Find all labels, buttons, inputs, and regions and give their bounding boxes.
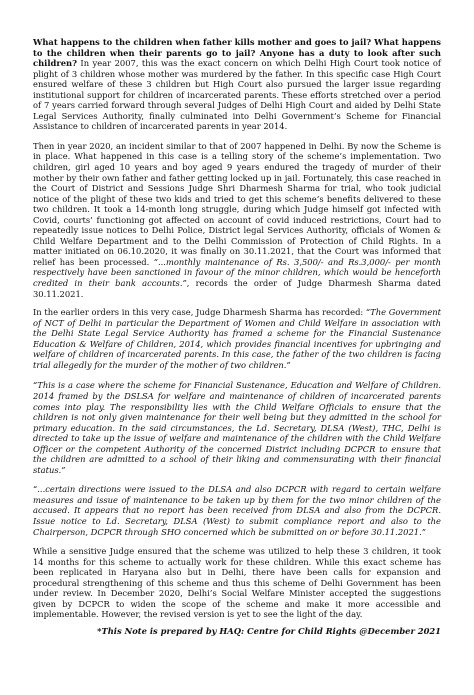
case-text: Then in year 2020, an incident similar to that of 2007 happened in Delhi. By now the Scheme is in place. What happened in this case is a telling story of the scheme’s implementation. Two children, girl aged 10 years and boy aged 9 years endured the tragedy of murder of their mother by their own father and father getting locked up in jail. Fortunately, this case reached in the Court of District and Sessions Judge Shri Dharmesh Sharma for trial, who took judicial notice of the plight of these two kids and tried to get this scheme’s benefits delivered to these two children. It took a 14-month long struggle, during which Judge himself got infected with Covid, courts’ functioning got affected on account of covid induced restrictions, Court had to repeatedly issue notices to Delhi Police, District legal Services Authority, officials of Women & Child Welfare Department and to the Delhi Commission of Protection of Child Rights. In a matter initiated on 06.10.2020, it was finally on 30.11.2021, that the Court was informed that relief has been processed. — [33, 140, 441, 267]
paragraph-earlier-orders — [33, 307, 441, 370]
paragraph-intro — [33, 37, 441, 132]
case-quote: “...monthly maintenance of Rs. 3,500/- and Rs.3,000/- per month respectively have been sanctioned in favour of the minor children, which would be henceforth credited in their bank accounts.” — [33, 256, 442, 289]
earlier-orders-quote: “The Government of NCT of Delhi in particular the Department of Women and Child Welfare in association with the Delhi State Legal Service Authority has framed a scheme for the Financial Sustenance Education & Welfare of Children, 2014, which provides financial incentives for upbringing and welfare of children of incarcerated parents. In this case, the father of the two children is facing trial allegedly for the murder of the mother of two children.” — [33, 307, 441, 370]
quote-directions-dlsa: “...certain directions were issued to the DLSA and also DCPCR with regard to certain welfare measures and issue of maintenance to be taken up by them for the two minor children of the accused. It appears that no report has been received from DLSA and also from the DCPCR. Issue notice to Ld. Secretary, DLSA (West) to submit compliance report and also to the Chairperson, DCPCR through SHO concerned which be submitted on or before 30.11.2021.” — [33, 484, 441, 537]
intro-question: What happens to the children when father kills mother and goes to jail? What happens to the children when their parents go to jail? Anyone has a duty to look after such children? — [33, 37, 441, 69]
document-page — [33, 37, 441, 636]
intro-body: In year 2007, this was the exact concern on which Delhi High Court took notice of plight of 3 children whose mother was murdered by the father. In this specific case High Court ensured welfare of these 3 children but High Court also pursued the larger issue regarding institutional support for children of incarcerated parents. These efforts stretched over a period of 7 years carried forward through several Judges of Delhi High Court and aided by Delhi State Legal Services Authority, finally culminated into Delhi Government’s Scheme for Financial Assistance to children of incarcerated parents in year 2014. — [33, 58, 441, 132]
quote-scheme-responsibility: “This is a case where the scheme for Financial Sustenance, Education and Welfare of Children. 2014 framed by the DSLSA for welfare and maintenance of children of incarcerated parents comes into play. The responsibility lies with the Child Welfare Officials to ensure that the children is not only given maintenance for their well being but they admitted in the school for primary education. In the said circumstances, the Ld. Secretary, DLSA (West), THC, Delhi is directed to take up the issue of welfare and maintenance of the children with the Child Welfare Officer or the competent Authority of the concerned District including DCPCR to ensure that the children are admitted to a school of their liking and commensurating with their financial status.” — [33, 380, 441, 475]
paragraph-conclusion: While a sensitive Judge ensured that the scheme was utilized to help these 3 children, it took 14 months for this scheme to actually work for these children. While this exact scheme has been replicated in Haryana also but in Delhi, there have been calls for expansion and procedural strengthening of this scheme and thus this scheme of Delhi Government has been under review. In December 2020, Delhi’s Social Welfare Minister accepted the suggestions given by DCPCR to widen the scope of the scheme and make it more accessible and implementable. However, the revised version is yet to see the light of the day. — [33, 546, 441, 620]
footer-note: *This Note is prepared by HAQ: Centre for Child Rights @December 2021 — [97, 625, 441, 636]
earlier-orders-text: In the earlier orders in this very case, Judge Dharmesh Sharma has recorded: — [33, 307, 366, 318]
case-tail: , records the order of Judge Dharmesh Sharma dated 30.11.2021. — [33, 278, 441, 299]
paragraph-2020-case — [33, 141, 441, 299]
